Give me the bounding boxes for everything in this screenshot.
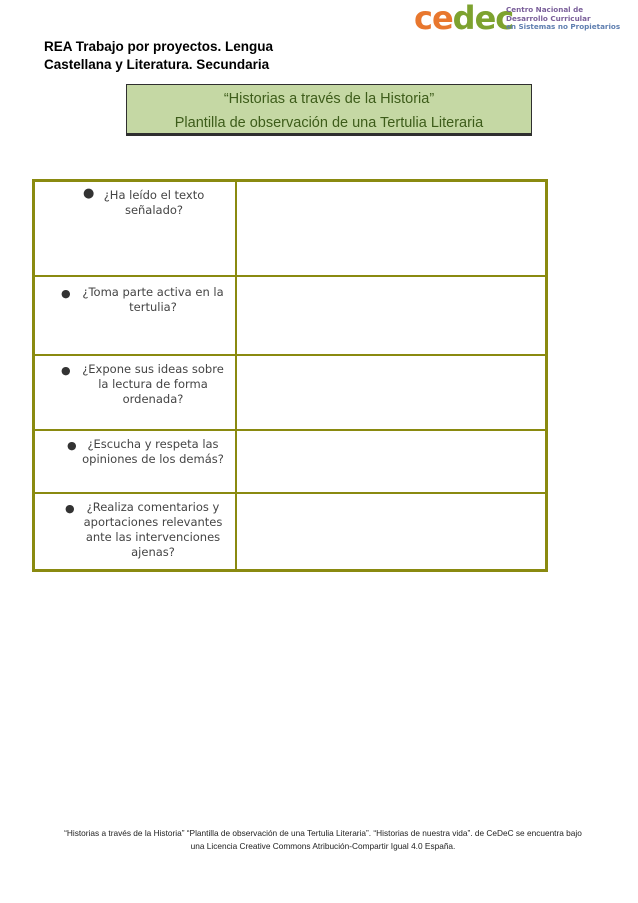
cedec-logo-wordmark: cedec bbox=[414, 0, 514, 37]
document-title: “Historias a través de la Historia” bbox=[223, 91, 435, 107]
observation-table bbox=[32, 179, 548, 572]
license-footer bbox=[44, 827, 602, 853]
bullet-icon: ● bbox=[61, 286, 71, 300]
header-line-1: REA Trabajo por proyectos. Lengua bbox=[44, 39, 274, 54]
question-cell bbox=[34, 430, 237, 493]
answer-cell[interactable] bbox=[236, 493, 547, 571]
table-row bbox=[34, 355, 547, 430]
bullet-icon: ● bbox=[67, 438, 77, 452]
table-row bbox=[34, 276, 547, 355]
question-text: ¿Escucha y respeta las opiniones de los demás? bbox=[82, 436, 224, 466]
cedec-logo bbox=[414, 0, 621, 38]
table-row bbox=[34, 493, 547, 571]
answer-cell[interactable] bbox=[236, 430, 547, 493]
bullet-icon: ● bbox=[65, 501, 75, 515]
document-subtitle: Plantilla de observación de una Tertulia Literaria bbox=[174, 115, 484, 131]
answer-cell[interactable] bbox=[236, 355, 547, 430]
question-cell bbox=[34, 276, 237, 355]
document-header bbox=[44, 38, 273, 74]
question-cell bbox=[34, 493, 237, 571]
table-row bbox=[34, 430, 547, 493]
question-cell bbox=[34, 355, 237, 430]
question-text: ¿Toma parte activa en la tertulia? bbox=[82, 284, 224, 314]
table-row bbox=[34, 181, 547, 276]
bullet-icon: ● bbox=[83, 186, 95, 201]
logo-line-1: Centro Nacional de bbox=[506, 5, 584, 14]
footer-line-2: una Licencia Creative Commons Atribución-Compartir Igual 4.0 España. bbox=[190, 841, 456, 851]
logo-line-2: Desarrollo Curricular bbox=[506, 13, 591, 23]
bullet-icon: ● bbox=[61, 363, 71, 377]
question-text: ¿Ha leído el texto señalado? bbox=[103, 188, 205, 217]
answer-cell[interactable] bbox=[236, 276, 547, 355]
title-box bbox=[126, 84, 532, 136]
logo-line-3: en Sistemas no Propietarios bbox=[506, 22, 621, 31]
question-text: ¿Realiza comentarios y aportaciones relevantes ante las intervenciones ajenas? bbox=[83, 499, 223, 559]
answer-cell[interactable] bbox=[236, 181, 547, 276]
question-cell bbox=[34, 181, 237, 276]
footer-line-1: “Historias a través de la Historia” “Plantilla de observación de una Tertulia Literaria”. “Historias de nuestra vida”. de CeDeC se encuentra bajo bbox=[64, 828, 582, 838]
header-line-2: Castellana y Literatura. Secundaria bbox=[44, 57, 270, 72]
cedec-logo-subtitle bbox=[506, 6, 620, 32]
question-text: ¿Expone sus ideas sobre la lectura de forma ordenada? bbox=[82, 361, 224, 406]
